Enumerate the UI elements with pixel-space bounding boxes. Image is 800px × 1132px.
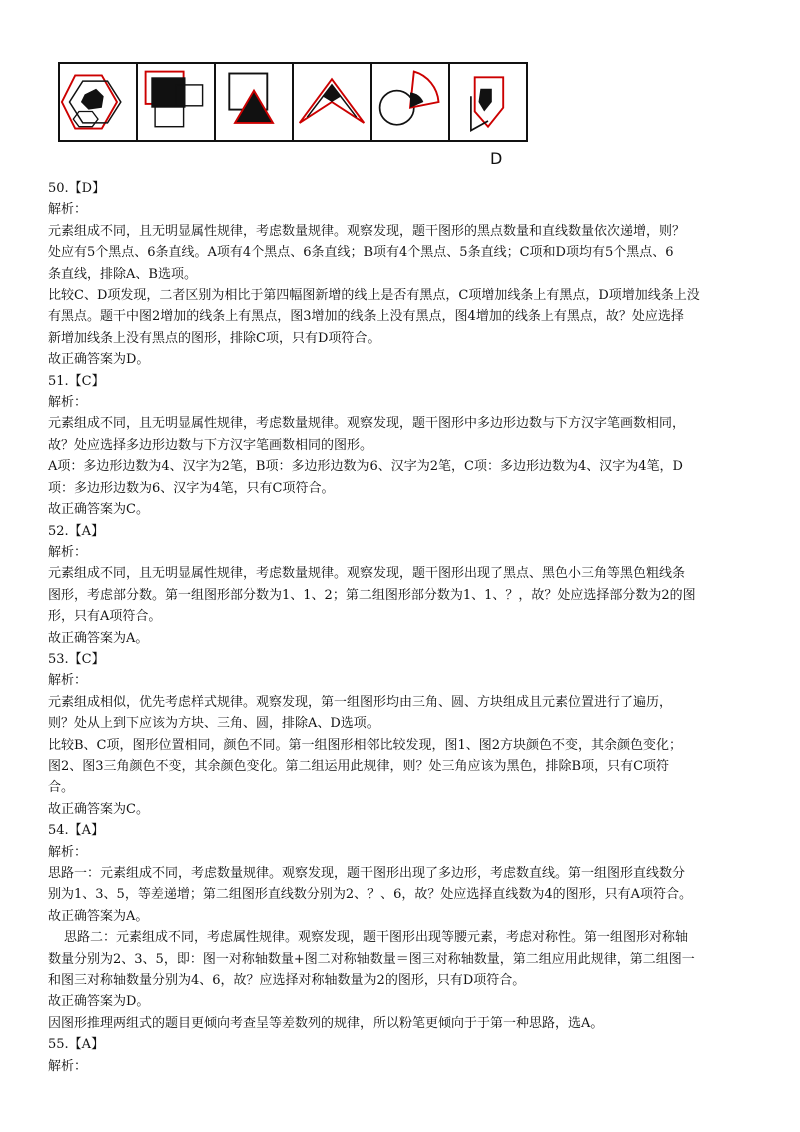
text-line: 因图形推理两组式的题目更倾向考查呈等差数列的规律，所以粉笔更倾向于于第一种思路，选A。 <box>48 1015 604 1031</box>
figure-cell-3 <box>214 62 294 142</box>
circle-sector-figure <box>372 64 448 140</box>
answer-heading: 54.【A】 <box>48 823 105 839</box>
answer-heading: 52.【A】 <box>48 523 105 539</box>
answer-heading: 50.【D】 <box>48 181 106 196</box>
square-triangle-figure <box>216 64 292 140</box>
text-line: 和图三对称轴数量分别为4、6，故？应选择对称轴数量为2的图形，只有D项符合。 <box>48 973 526 989</box>
text-line: 故？处应选择多边形边数与下方汉字笔画数相同的图形。 <box>48 437 374 453</box>
analysis-label: 解析： <box>48 1058 88 1074</box>
answer-explanations <box>48 178 760 1077</box>
puzzle-figure-strip <box>58 62 540 142</box>
text-line: A项：多边形边数为4、汉字为2笔，B项：多边形边数为6、汉字为2笔，C项：多边形边数为4、汉字为4笔，D <box>48 459 683 475</box>
shield-figure <box>450 64 526 140</box>
conclusion-line: 故正确答案为D。 <box>48 352 150 368</box>
text-line: 思路二：元素组成不同，考虑属性规律。观察发现，题干图形出现等腰元素，考虑对称性。第一组图形对称轴 <box>64 930 689 946</box>
text-line: 元素组成相似，优先考虑样式规律。观察发现，第一组图形均由三角、圆、方块组成且元素位置进行了遍历， <box>48 694 673 710</box>
conclusion-line: 故正确答案为C。 <box>48 801 149 817</box>
conclusion-line: 故正确答案为A。 <box>48 630 149 646</box>
text-line: 图2、图3三角颜色不变，其余颜色变化。第二组运用此规律，则？处三角应该为黑色，排除B项，只有C项符 <box>48 758 670 774</box>
text-line: 条直线，排除A、B选项。 <box>48 266 197 282</box>
figure-cell-1 <box>58 62 138 142</box>
text-line: 元素组成不同，且无明显属性规律，考虑数量规律。观察发现，题干图形中多边形边数与下方汉字笔画数相同， <box>48 416 686 432</box>
analysis-label: 解析： <box>48 844 88 860</box>
text-line: 比较B、C项，图形位置相同，颜色不同。第一组图形相邻比较发现，图1、图2方块颜色不变，其余颜色变化； <box>48 737 683 753</box>
text-line: 元素组成不同，且无明显属性规律，考虑数量规律。观察发现，题干图形的黑点数量和直线数量依次递增，则？ <box>48 223 686 239</box>
overlapping-squares-figure <box>138 64 214 140</box>
answer-heading: 51.【C】 <box>48 373 105 389</box>
figure-cell-4 <box>292 62 372 142</box>
text-line: 别为1、3、5，等差递增；第二组图形直线数分别为2、？、6，故？处应选择直线数为4的图形，只有A项符合。 <box>48 887 693 903</box>
analysis-label: 解析： <box>48 202 88 218</box>
figure-cell-6 <box>448 62 528 142</box>
answer-heading: 53.【C】 <box>48 651 105 667</box>
text-line: 项：多边形边数为6、汉字为4笔，只有C项符合。 <box>48 480 335 496</box>
arrow-triangle-figure <box>294 64 370 140</box>
figure-cell-5 <box>370 62 450 142</box>
text-line: 图形，考虑部分数。第一组图形部分数为1、1、2；第二组图形部分数为1、1、？，故？处应选择部分数为2的图 <box>48 587 696 603</box>
text-line: 合。 <box>48 780 75 796</box>
option-label: D <box>490 149 503 168</box>
conclusion-line: 故正确答案为C。 <box>48 502 149 518</box>
text-line: 比较C、D项发现，二者区别为相比于第四幅图新增的线上是否有黑点，C项增加线条上有黑点，D项增加线条上没 <box>48 288 700 304</box>
answer-heading: 55.【A】 <box>48 1037 105 1053</box>
text-line: 数量分别为2、3、5，即：图一对称轴数量+图二对称轴数量＝图三对称轴数量，第二组应用此规律，第二组图一 <box>48 951 695 967</box>
text-line: 新增加线条上没有黑点的图形，排除C项，只有D项符合。 <box>48 330 381 346</box>
analysis-label: 解析： <box>48 544 88 560</box>
hexagon-figure <box>60 64 136 140</box>
text-line: 处应有5个黑点、6条直线。A项有4个黑点、6条直线；B项有4个黑点、5条直线；C项和D项均有5个黑点、6 <box>48 245 674 261</box>
text-line: 有黑点。题干中图2增加的线条上有黑点，图3增加的线条上没有黑点，图4增加的线条上有黑点，故？处应选择 <box>48 309 684 325</box>
text-line: 形，只有A项符合。 <box>48 609 162 625</box>
text-line: 思路一：元素组成不同，考虑数量规律。观察发现，题干图形出现了多边形，考虑数直线。第一组图形直线数分 <box>48 866 686 881</box>
analysis-label: 解析： <box>48 673 88 689</box>
text-line: 则？处从上到下应该为方块、三角、圆，排除A、D选项。 <box>48 716 380 732</box>
figure-cell-2 <box>136 62 216 142</box>
analysis-label: 解析： <box>48 395 88 411</box>
text-line: 元素组成不同，且无明显属性规律，考虑数量规律。观察发现，题干图形出现了黑点、黑色小三角等黑色粗线条 <box>48 566 686 582</box>
conclusion-line: 故正确答案为A。 <box>48 908 149 924</box>
conclusion-line: 故正确答案为D。 <box>48 994 150 1010</box>
